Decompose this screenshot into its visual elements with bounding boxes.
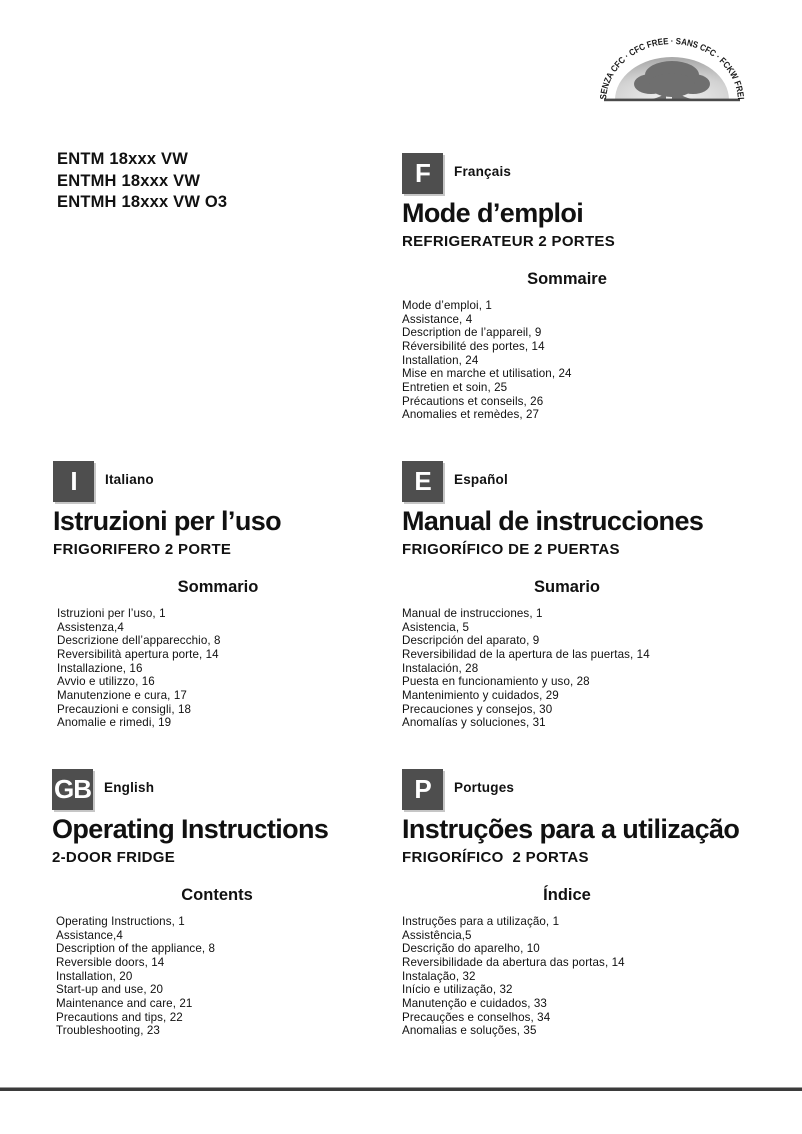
- toc-list: [402, 299, 572, 422]
- toc-item: Manual de instrucciones, 1: [402, 607, 543, 620]
- section-subtitle: FRIGORÍFICO 2 PORTAS: [402, 849, 589, 866]
- toc-item: Mise en marche et utilisation, 24: [402, 367, 572, 381]
- toc-item: Instalación, 28: [402, 661, 479, 675]
- badge-letter: F: [415, 158, 430, 188]
- toc-item: Mantenimiento y cuidados, 29: [402, 688, 559, 702]
- toc-item: Réversibilité des portes, 14: [402, 339, 545, 353]
- toc-item: Descrição do aparelho, 10: [402, 942, 540, 956]
- toc-title: Contents: [181, 886, 253, 904]
- toc-item: Asistencia, 5: [402, 620, 470, 634]
- toc-item: Precauciones y consejos, 30: [402, 702, 553, 716]
- toc-item: Entretien et soin, 25: [402, 380, 508, 394]
- toc-title: Sumario: [533, 578, 601, 596]
- language-label: Español: [454, 472, 508, 487]
- toc-item: Manutenção e cuidados, 33: [402, 996, 547, 1010]
- language-badge-p: [402, 769, 443, 810]
- toc-item: Descrizione dell’apparecchio, 8: [57, 634, 221, 648]
- toc-title: Sommario: [177, 578, 259, 596]
- toc-item: Troubleshooting, 23: [56, 1024, 160, 1038]
- toc-item: Anomalias e soluções, 35: [402, 1024, 537, 1038]
- toc-item: Mode d’emploi, 1: [402, 299, 492, 312]
- language-badge-e: [402, 461, 443, 502]
- toc-item: Installazione, 16: [57, 661, 143, 675]
- badge-letter: P: [414, 774, 431, 804]
- toc-list: [402, 607, 650, 730]
- section-english: [52, 769, 387, 1049]
- toc-item: Instalação, 32: [402, 969, 476, 983]
- toc-item: Operating Instructions, 1: [56, 915, 185, 928]
- toc-title: Sommaire: [527, 270, 607, 288]
- toc-item: Anomalías y soluciones, 31: [402, 716, 546, 730]
- toc-list: [56, 915, 215, 1038]
- section-title: Manual de instrucciones: [402, 506, 704, 536]
- section-portugues: [402, 769, 740, 1049]
- toc-list: [402, 915, 625, 1038]
- language-label: English: [104, 780, 155, 795]
- toc-item: Assistance,4: [56, 928, 123, 942]
- toc-item: Anomalies et remèdes, 27: [402, 408, 540, 422]
- section-title: Operating Instructions: [52, 814, 329, 844]
- toc-item: Maintenance and care, 21: [56, 996, 193, 1010]
- model-number: ENTMH 18xxx VW O3: [57, 193, 228, 211]
- toc-item: Puesta en funcionamiento y uso, 28: [402, 675, 590, 689]
- toc-item: Precauções e conselhos, 34: [402, 1010, 551, 1024]
- logo-baseline: [604, 99, 740, 102]
- section-title: Mode d’emploi: [402, 198, 584, 228]
- toc-item: Assistance, 4: [402, 312, 473, 326]
- toc-item: Precautions and tips, 22: [56, 1010, 183, 1024]
- toc-item: Reversibilidade da abertura das portas, 14: [402, 955, 625, 969]
- badge-letter: I: [70, 466, 77, 496]
- model-number: ENTM 18xxx VW: [57, 150, 188, 168]
- toc-item: Anomalie e rimedi, 19: [57, 716, 172, 730]
- language-label: Français: [454, 164, 512, 179]
- language-badge-f: [402, 153, 443, 194]
- section-subtitle: FRIGORIFERO 2 PORTE: [53, 541, 232, 558]
- toc-item: Installation, 20: [56, 969, 133, 983]
- toc-item: Manutenzione e cura, 17: [57, 688, 187, 702]
- toc-item: Start-up and use, 20: [56, 983, 164, 997]
- section-subtitle: 2-DOOR FRIDGE: [52, 849, 176, 866]
- section-title: Istruzioni per l’uso: [53, 506, 282, 536]
- toc-item: Reversibilità apertura porte, 14: [57, 647, 219, 661]
- toc-item: Istruzioni per l’uso, 1: [57, 607, 166, 620]
- language-badge-gb: [52, 769, 93, 810]
- cfc-free-logo: [592, 34, 752, 112]
- section-francais: [402, 153, 737, 433]
- section-title: Instruções para a utilização: [402, 814, 740, 844]
- language-badge-i: [53, 461, 94, 502]
- model-numbers: [57, 149, 227, 214]
- toc-item: Description of the appliance, 8: [56, 942, 216, 956]
- toc-item: Reversibilidad de la apertura de las puertas, 14: [402, 647, 650, 661]
- toc-item: Assistenza,4: [57, 620, 124, 634]
- toc-item: Avvio e utilizzo, 16: [57, 675, 155, 689]
- toc-item: Instruções para a utilização, 1: [402, 915, 560, 928]
- language-label: Portuges: [454, 780, 515, 795]
- badge-letter: GB: [54, 774, 91, 804]
- logo-arc-text: SENZA CFC · CFC FREE · SANS CFC · FCKW FREI: [598, 35, 746, 101]
- footer-divider: [0, 1088, 802, 1091]
- model-number: ENTMH 18xxx VW: [57, 171, 201, 190]
- toc-item: Assistência,5: [402, 928, 472, 942]
- toc-list: [57, 607, 221, 730]
- section-subtitle: FRIGORÍFICO DE 2 PUERTAS: [402, 541, 620, 558]
- toc-item: Precauzioni e consigli, 18: [57, 702, 192, 716]
- toc-item: Description de l’appareil, 9: [402, 326, 542, 340]
- toc-item: Installation, 24: [402, 353, 479, 367]
- toc-item: Précautions et conseils, 26: [402, 394, 544, 408]
- toc-item: Descripción del aparato, 9: [402, 634, 540, 648]
- language-label: Italiano: [105, 472, 154, 487]
- section-subtitle: REFRIGERATEUR 2 PORTES: [402, 233, 616, 250]
- badge-letter: E: [414, 466, 431, 496]
- section-espanol: [402, 461, 737, 741]
- toc-title: Índice: [543, 886, 591, 904]
- toc-item: Início e utilização, 32: [402, 983, 513, 997]
- section-italiano: [53, 461, 388, 741]
- toc-item: Reversible doors, 14: [56, 955, 165, 969]
